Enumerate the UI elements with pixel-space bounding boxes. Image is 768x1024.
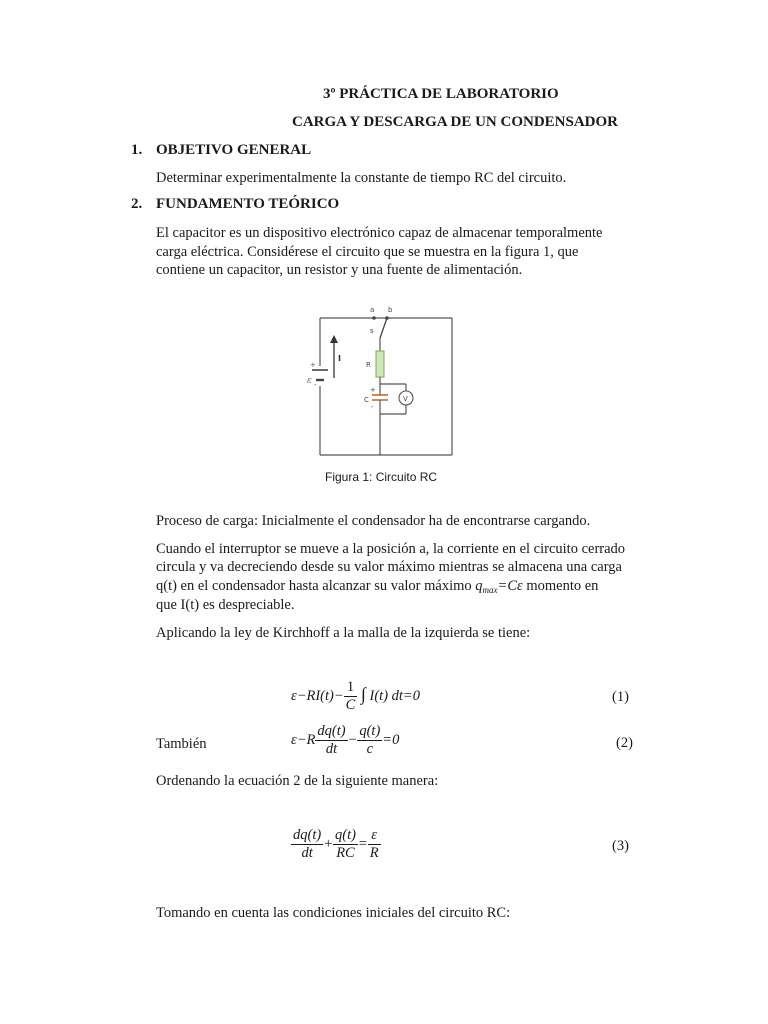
section-2-intro-line-2: carga eléctrica. Considérese el circuito que se muestra en la figura 1, que [156,244,579,260]
eq2-fraction-2: $\frac{q(t)}{c}$ [359,723,381,757]
kirchhoff-text: Aplicando la ley de Kirchhoff a la malla de la izquierda se tiene: [156,625,531,641]
charge-process-text: Proceso de carga: Inicialmente el condensador ha de encontrarse cargando. [156,513,591,529]
source-eps-label: ε [307,376,312,386]
equation-1: ε−RI(t)− $\frac{1}{C}$ ∫ I(t) dt=0 [291,679,420,713]
qmax-formula: $q_{max}=C\varepsilon$ [475,578,523,595]
section-2-heading: FUNDAMENTO TEÓRICO [156,196,340,212]
section-2-intro-line-1: El capacitor es un dispositivo electrónico capaz de almacenar temporalmente [156,225,603,241]
eq3-fraction-3: $\frac{\varepsilon}{R}$ [369,827,379,861]
paragraph-2-line-3-tail: momento en [526,578,599,594]
eq2-fraction-1: $\frac{dq(t)}{dt}$ [317,723,346,757]
equation-1-number: (1) [612,689,629,705]
capacitor-plus-label: + [370,386,376,394]
current-arrow-head [330,335,338,343]
paragraph-2-line-4: que I(t) es despreciable. [156,597,295,613]
equation-3-number: (3) [612,838,629,854]
capacitor-minus-label: - [371,403,374,411]
eq3-fraction-2: $\frac{q(t)}{RC}$ [334,827,356,861]
resistor [376,351,384,377]
section-1-number: 1. [131,142,143,158]
switch-label-a: a [370,306,375,314]
document-subtitle: CARGA Y DESCARGA DE UN CONDENSADOR [292,114,619,130]
paragraph-2-line-1: Cuando el interruptor se mueve a la posición a, la corriente en el circuito cerrado [156,541,626,557]
current-label: I [338,354,341,363]
eq1-fraction: $\frac{1}{C}$ [345,679,356,713]
source-minus-label: - [314,381,317,389]
paragraph-2-line-2: circula y va decreciendo desde su valor máximo mientras se almacena una carga [156,559,622,575]
initial-conditions-text: Tomando en cuenta las condiciones iniciales del circuito RC: [156,905,511,921]
figure-caption: Figura 1: Circuito RC [325,470,438,484]
section-2-number: 2. [131,196,143,212]
rc-circuit-diagram [292,303,462,463]
switch-label-s: s [370,327,374,335]
equation-2-number: (2) [616,735,633,751]
capacitor-label: C [364,396,369,404]
switch-lever [380,318,387,338]
ordering-text: Ordenando la ecuación 2 de la siguiente manera: [156,773,439,789]
section-2-intro-line-3: contiene un capacitor, un resistor y una fuente de alimentación. [156,262,523,278]
document-title: 3º PRÁCTICA DE LABORATORIO [323,86,559,102]
section-1-text: Determinar experimentalmente la constante de tiempo RC del circuito. [156,170,567,186]
section-1-heading: OBJETIVO GENERAL [156,142,312,158]
tambien-label: También [156,736,207,752]
switch-terminal-a [372,316,376,320]
source-plus-label: + [310,361,316,369]
paragraph-2-line-3-text: q(t) en el condensador hasta alcanzar su valor máximo [156,578,472,594]
equation-3: $\frac{dq(t)}{dt}$ + $\frac{q(t)}{RC}$ = $\frac{\varepsilon}{R}$ [293,827,379,861]
voltmeter-label: V [403,395,408,403]
switch-label-b: b [388,306,393,314]
eq3-fraction-1: $\frac{dq(t)}{dt}$ [293,827,322,861]
equation-2: ε−R $\frac{dq(t)}{dt}$ − $\frac{q(t)}{c}$ =0 [291,723,400,757]
resistor-label: R [366,361,371,369]
